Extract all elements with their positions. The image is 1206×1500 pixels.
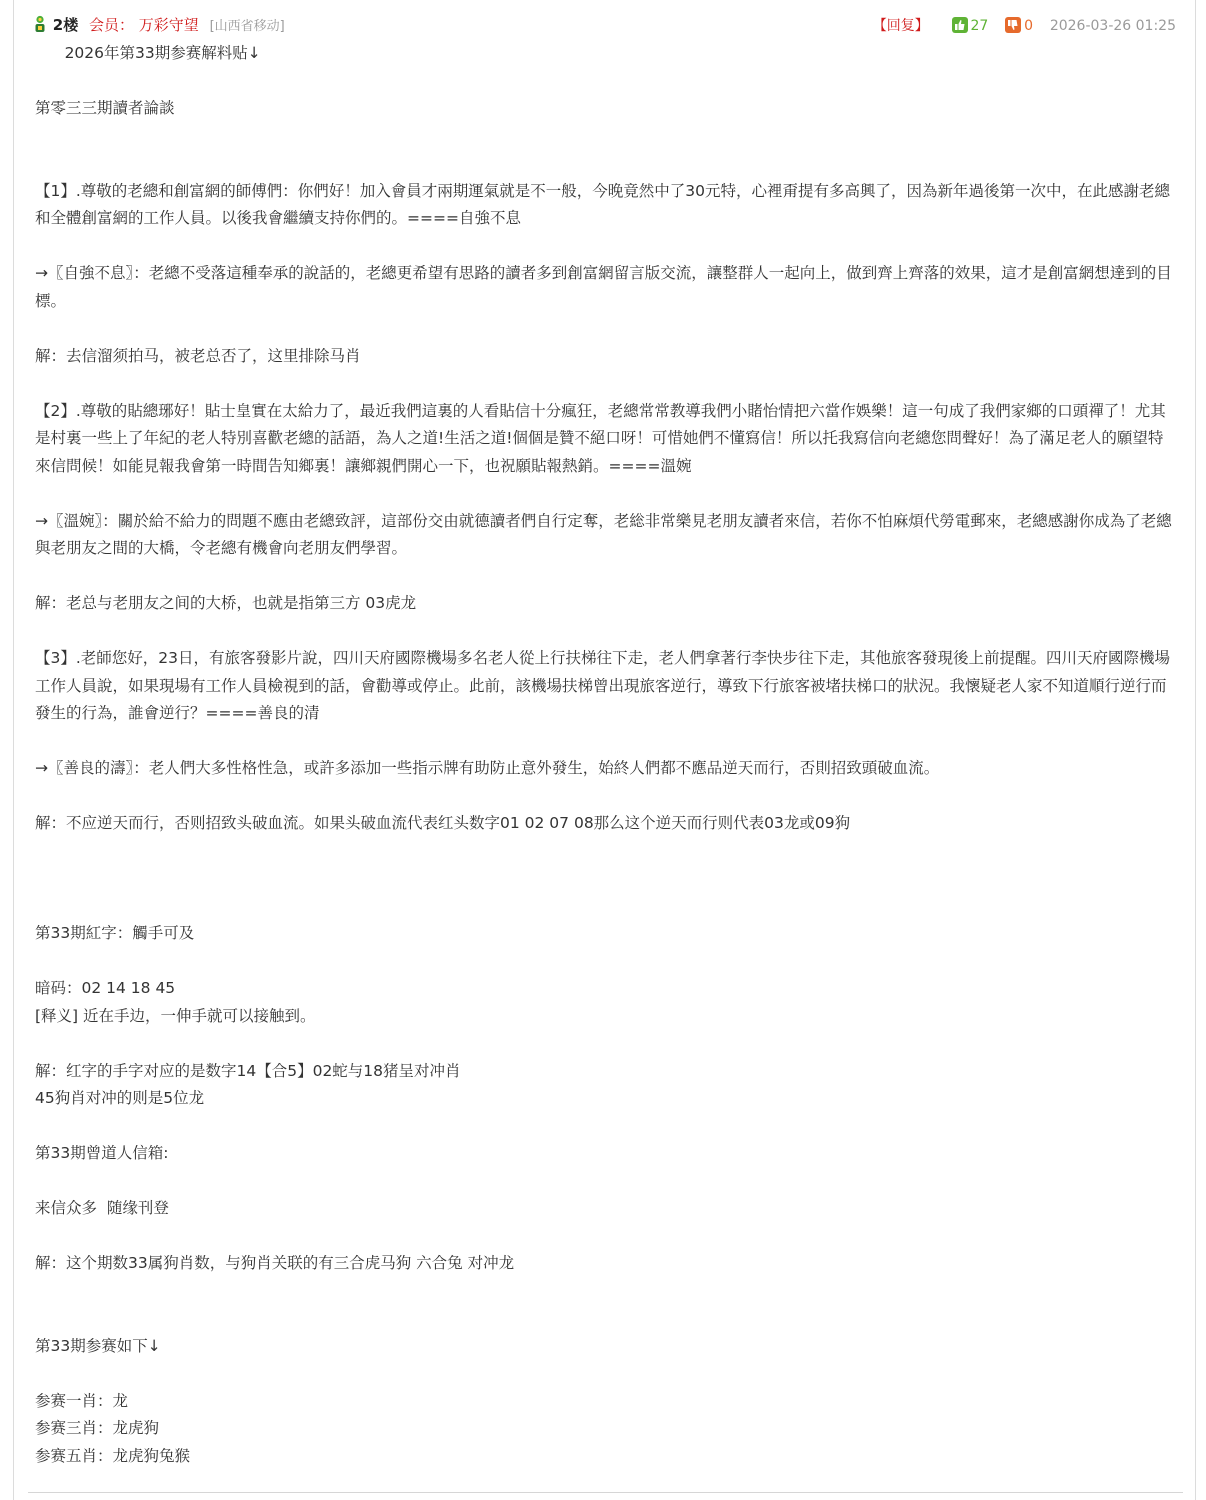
blank-line: [35, 865, 1177, 893]
post-line: →〖溫婉〗：關於給不給力的問題不應由老總致評，這部份交由就德讀者們自行定奪，老総非常樂見老朋友讀者來信，若你不怕麻煩代勞電郵來，老總感謝你成為了老總與老朋友之間的大橋，令老總有機會向老朋友們學習。: [35, 511, 1172, 557]
post-line: 第33期曾道人信箱:: [35, 1144, 169, 1162]
blank-line: [35, 480, 1177, 508]
post-line: 参赛五肖：龙虎狗兔猴: [35, 1446, 191, 1465]
post-line: →〖自強不息〗：老總不受落這種奉承的說話的，老總更希望有思路的讀者多到創富網留言版交流，讓整群人一起向上，做到齊上齊落的效果，這才是創富網想達到的目標。: [35, 264, 1172, 310]
post-content: [35, 40, 1177, 1470]
post-line: 第零三三期讀者論談: [35, 99, 175, 117]
blank-line: [35, 150, 1177, 178]
blank-line: [35, 68, 1177, 96]
thumbs-up-icon: [952, 17, 968, 33]
post-line: →〖善良的濤〗：老人們大多性格性急，或許多添加一些指示牌有助防止意外發生，始終人們都不應品逆天而行，否則招致頭破血流。: [35, 759, 940, 777]
post-line: 解：红字的手字对应的是数字14【合5】02蛇与18猪呈对冲肖: [35, 1061, 461, 1080]
post-divider: [28, 1492, 1183, 1493]
post-line: 解：老总与老朋友之间的大桥，也就是指第三方 03虎龙: [35, 594, 417, 612]
blank-line: [35, 948, 1177, 976]
blank-line: [35, 838, 1177, 866]
upvote-count: 27: [970, 18, 989, 34]
post-header: [34, 12, 1176, 38]
blank-line: [35, 618, 1177, 646]
blank-line: [35, 370, 1177, 398]
post-line: 【3】.老師您好，23日，有旅客發影片說，四川天府國際機場多名老人從上行扶梯往下走，老人們拿著行李快步往下走，其他旅客發現後上前提醒。四川天府國際機場工作人員說，如果現場有工作人員檢視到的話，會勸導或停止。此前，該機場扶梯曾出現旅客逆行，導致下行旅客被堵扶梯口的狀況。我懷疑老人家不知道順行逆行而發生的行為，誰會逆行？====善良的清: [35, 649, 1171, 722]
thumbs-down-icon: [1005, 17, 1021, 33]
blank-line: [35, 1278, 1177, 1306]
post-line: 暗码：02 14 18 45: [35, 979, 176, 997]
post-line: 解：不应逆天而行，否则招致头破血流。如果头破血流代表红头数字01 02 07 08那么这个逆天而行则代表03龙或09狗: [35, 814, 851, 832]
user-level-icon: [34, 15, 46, 33]
blank-line: [35, 1168, 1177, 1196]
post-line: 来信众多 随缘刊登: [35, 1199, 169, 1217]
downvote-button[interactable]: [1005, 13, 1033, 39]
post-line: [释义] 近在手边，一伸手就可以接触到。: [35, 1006, 316, 1025]
member-name-link[interactable]: 万彩守望: [138, 16, 199, 34]
post-line: 2026年第33期参赛解料贴↓: [35, 44, 261, 62]
post-header-right: [873, 12, 1176, 39]
upvote-button[interactable]: [952, 13, 989, 39]
blank-line: [35, 123, 1177, 151]
post-line: 第33期参赛如下↓: [35, 1336, 161, 1355]
post-timestamp: 2026-03-26 01:25: [1049, 18, 1176, 34]
blank-line: [35, 783, 1177, 811]
post-line: 第33期紅字：觸手可及: [35, 924, 195, 942]
blank-line: [35, 893, 1177, 921]
downvote-count: 0: [1024, 18, 1034, 34]
blank-line: [35, 233, 1177, 261]
post-line: 参赛一肖：龙: [35, 1391, 129, 1410]
blank-line: [35, 563, 1177, 591]
blank-line: [35, 1030, 1177, 1058]
member-label: 会员：: [89, 16, 135, 34]
post-line: 参赛三肖：龙虎狗: [35, 1419, 160, 1437]
floor-number: 2楼: [52, 16, 79, 34]
blank-line: [35, 315, 1177, 343]
user-location: [山西省移动]: [209, 19, 285, 34]
blank-line: [35, 1360, 1177, 1388]
blank-line: [35, 1113, 1177, 1141]
blank-line: [35, 728, 1177, 756]
post-line: 解：去信溜须拍马，被老总否了，这里排除马肖: [35, 346, 361, 365]
post-line: 【1】.尊敬的老總和創富網的師傅們：你們好！加入會員才兩期運氣就是不一般，今晚竟然中了30元特，心裡甭提有多高興了，因為新年過後第一次中，在此感謝老總和全體創富網的工作人員。以後我會繼續支持你們的。====自強不息: [35, 181, 1171, 227]
post-header-left: [34, 12, 285, 40]
post-line: 45狗肖对冲的则是5位龙: [35, 1089, 205, 1107]
blank-line: [35, 1223, 1177, 1251]
blank-line: [35, 1305, 1177, 1333]
post-line: 【2】.尊敬的貼總琊好！貼士皇實在太給力了，最近我們這裏的人看貼信十分瘋狂，老總常常教導我們小賭怡情把六當作娛樂！這一句成了我們家鄉的口頭禪了！尤其是村裏一些上了年紀的老人特別喜歡老總的話語，為人之道!生活之道!個個是贊不絕口呀！可惜她們不懂寫信！所以托我寫信向老總您問聲好！為了滿足老人的願望特來信問候！如能見報我會第一時間告知鄉裏！讓鄉親們開心一下，也祝願貼報熱銷。====溫婉: [35, 401, 1166, 475]
post-line: 解：这个期数33属狗肖数，与狗肖关联的有三合虎马狗 六合兔 对冲龙: [35, 1254, 515, 1272]
reply-button[interactable]: 【回复】: [872, 18, 929, 34]
